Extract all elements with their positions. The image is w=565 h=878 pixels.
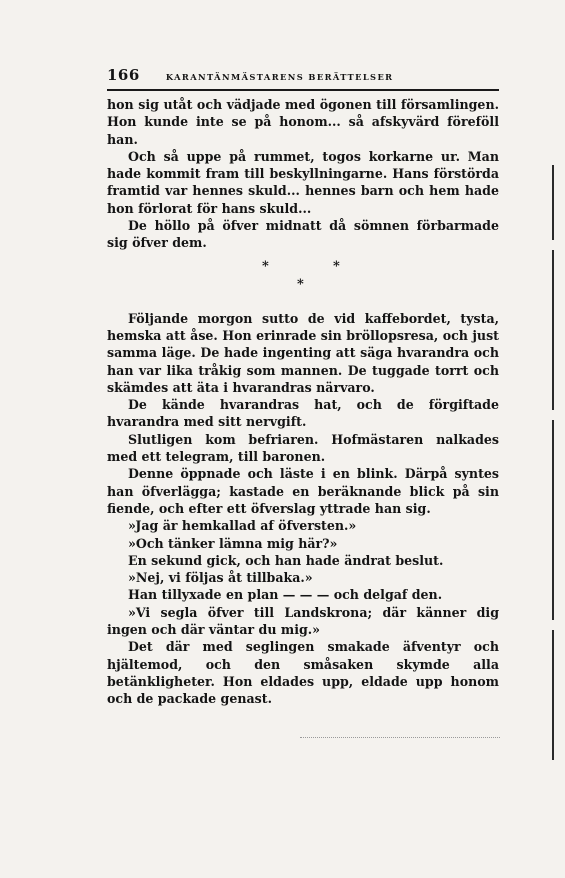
paragraph: »Nej, vi följas åt tillbaka.» <box>128 570 313 586</box>
paragraph: »Jag är hemkallad af öfversten.» <box>128 518 357 534</box>
scan-edge-line <box>552 420 554 620</box>
running-title: KARANTÄNMÄSTARENS BERÄTTELSER <box>165 72 394 82</box>
scan-edge-line <box>552 250 554 410</box>
page-header <box>107 66 499 91</box>
paragraph: »Vi segla öfver till Landskrona; där känner dig ingen och där väntar du mig.» <box>107 604 499 638</box>
scan-edge-line <box>552 165 554 240</box>
paragraph: Och så uppe på rummet, togos korkarne ur. Man hade kommit fram till beskyllningarne. Hans förstörda framtid var hennes skuld... hennes barn och hem hade hon förlorat för hans skuld... <box>107 148 499 216</box>
paragraph: »Och tänker lämna mig här?» <box>128 535 338 551</box>
paragraph: hon sig utåt och vädjade med ögonen till församlingen. Hon kunde inte se på honom... så afskyvärd föreföll han. <box>107 97 499 147</box>
paragraph: Det där med seglingen smakade äfventyr och hjältemod, och den småsaken skymde alla betänkligheter. Hon eldades upp, eldade upp honom och de packade genast. <box>107 639 499 707</box>
text-block-after-break <box>107 310 499 708</box>
paragraph: Denne öppnade och läste i en blink. Därpå syntes han öfverlägga; kastade en beräknande blick på sin fiende, och efter ett öfverslag yttrade han sig. <box>107 466 499 516</box>
scan-speckle-line <box>300 737 500 742</box>
section-break <box>107 254 499 300</box>
page-number: 166 <box>107 66 140 84</box>
body-text <box>107 96 499 708</box>
paragraph: Han tillyxade en plan — — — och delgaf den. <box>128 587 443 603</box>
paragraph: De höllo på öfver midnatt då sömnen förbarmade sig öfver dem. <box>107 218 499 251</box>
text-block-before-break <box>107 96 499 252</box>
paragraph: En sekund gick, och han hade ändrat beslut. <box>128 552 444 568</box>
section-break-star: * <box>262 258 269 274</box>
paragraph: Slutligen kom befriaren. Hofmästaren nalkades med ett telegram, till baronen. <box>107 431 499 465</box>
section-break-star: * <box>333 258 340 274</box>
paragraph: De kände hvarandras hat, och de förgiftade hvarandra med sitt nervgift. <box>107 397 499 430</box>
section-break-star: * <box>297 276 304 292</box>
paragraph: Följande morgon sutto de vid kaffebordet, tysta, hemska att åse. Hon erinrade sin bröllopsresa, och just samma läge. De hade ingenting att säga hvarandra och han var lika tråkig som mannen. De tuggade torrt och skämdes att äta i hvarandras närvaro. <box>107 310 499 395</box>
scan-edge-line <box>552 630 554 760</box>
